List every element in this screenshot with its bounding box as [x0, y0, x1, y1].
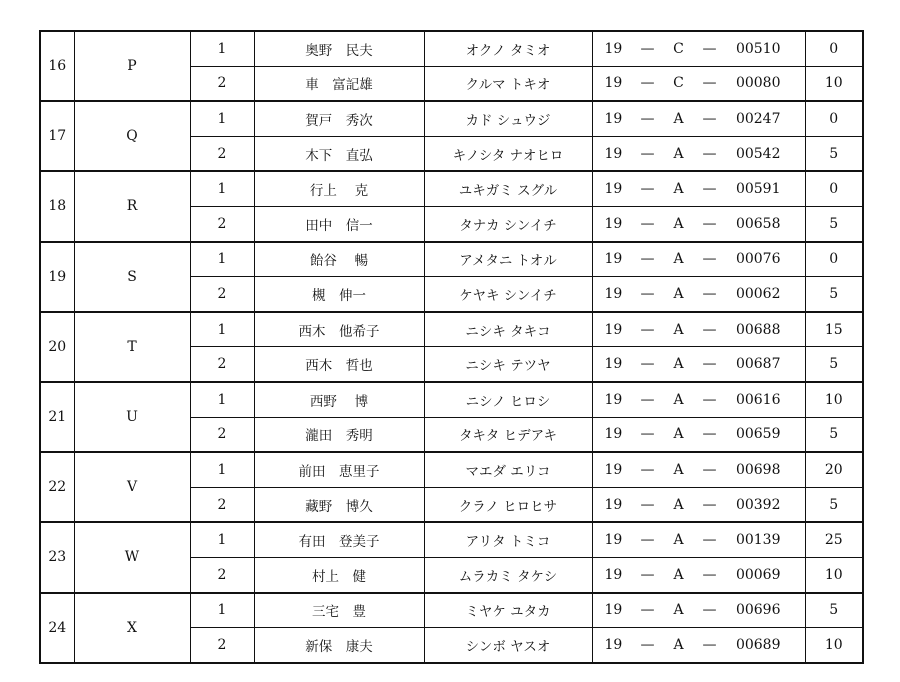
reg-class: A [673, 285, 684, 302]
member-value: 5 [805, 277, 863, 312]
member-value: 0 [805, 242, 863, 277]
reg-class: C [673, 40, 684, 57]
reg-dash: — [702, 251, 717, 268]
reg-dash: — [702, 391, 717, 408]
member-kana: タキタ ヒデアキ [424, 417, 592, 452]
registration-number [592, 136, 805, 171]
team-letter: V [74, 452, 190, 522]
reg-dash: — [702, 532, 717, 549]
reg-dash: — [702, 110, 717, 127]
reg-dash: — [640, 285, 655, 302]
member-name: 村上 健 [254, 557, 424, 592]
registration-number [592, 347, 805, 382]
member-value: 0 [805, 31, 863, 66]
registration-number [592, 557, 805, 592]
reg-year: 19 [604, 285, 623, 302]
reg-serial: 00062 [735, 285, 781, 302]
reg-class: A [673, 461, 684, 478]
reg-serial: 00696 [735, 602, 781, 619]
reg-year: 19 [604, 251, 623, 268]
reg-class: A [673, 566, 684, 583]
reg-dash: — [640, 145, 655, 162]
reg-dash: — [640, 215, 655, 232]
member-kana: ニシノ ヒロシ [424, 382, 592, 417]
member-name: 木下 直弘 [254, 136, 424, 171]
reg-dash: — [702, 426, 717, 443]
reg-dash: — [702, 181, 717, 198]
member-value: 5 [805, 487, 863, 522]
reg-dash: — [640, 532, 655, 549]
member-order: 1 [190, 242, 254, 277]
reg-year: 19 [604, 391, 623, 408]
member-name: 西木 他希子 [254, 312, 424, 347]
member-value: 0 [805, 171, 863, 206]
registration-number [592, 593, 805, 628]
reg-dash: — [640, 566, 655, 583]
member-order: 2 [190, 206, 254, 241]
registration-number [592, 452, 805, 487]
reg-dash: — [702, 461, 717, 478]
member-name: 有田 登美子 [254, 522, 424, 557]
member-order: 1 [190, 452, 254, 487]
member-value: 5 [805, 206, 863, 241]
reg-dash: — [702, 145, 717, 162]
member-name: 藏野 博久 [254, 487, 424, 522]
group-number: 20 [40, 312, 74, 382]
reg-class: A [673, 145, 684, 162]
reg-year: 19 [604, 110, 623, 127]
reg-dash: — [702, 40, 717, 57]
member-order: 2 [190, 487, 254, 522]
reg-year: 19 [604, 145, 623, 162]
reg-year: 19 [604, 356, 623, 373]
group-number: 22 [40, 452, 74, 522]
reg-serial: 00591 [735, 181, 781, 198]
reg-class: A [673, 426, 684, 443]
member-value: 5 [805, 136, 863, 171]
reg-dash: — [702, 321, 717, 338]
table-row [40, 242, 863, 277]
roster-body [40, 31, 863, 663]
group-number: 21 [40, 382, 74, 452]
table-row [40, 452, 863, 487]
registration-number [592, 277, 805, 312]
member-value: 10 [805, 66, 863, 101]
reg-year: 19 [604, 321, 623, 338]
team-letter: R [74, 171, 190, 241]
registration-number [592, 242, 805, 277]
reg-dash: — [640, 391, 655, 408]
registration-number [592, 206, 805, 241]
reg-dash: — [640, 496, 655, 513]
reg-year: 19 [604, 602, 623, 619]
registration-number [592, 66, 805, 101]
member-value: 0 [805, 101, 863, 136]
registration-number [592, 31, 805, 66]
reg-year: 19 [604, 532, 623, 549]
member-order: 2 [190, 277, 254, 312]
reg-class: A [673, 181, 684, 198]
member-name: 賀戸 秀次 [254, 101, 424, 136]
member-name: 瀧田 秀明 [254, 417, 424, 452]
member-name: 飴谷 暢 [254, 242, 424, 277]
member-kana: キノシタ ナオヒロ [424, 136, 592, 171]
registration-number [592, 312, 805, 347]
reg-serial: 00698 [735, 461, 781, 478]
team-letter: T [74, 312, 190, 382]
reg-year: 19 [604, 426, 623, 443]
table-row [40, 522, 863, 557]
reg-class: A [673, 321, 684, 338]
reg-year: 19 [604, 40, 623, 57]
member-value: 10 [805, 628, 863, 663]
reg-year: 19 [604, 636, 623, 653]
group-number: 17 [40, 101, 74, 171]
member-kana: ニシキ テツヤ [424, 347, 592, 382]
member-kana: ユキガミ スグル [424, 171, 592, 206]
team-letter: S [74, 242, 190, 312]
team-letter: Q [74, 101, 190, 171]
reg-serial: 00392 [735, 496, 781, 513]
member-kana: カド シュウジ [424, 101, 592, 136]
member-order: 2 [190, 136, 254, 171]
reg-class: A [673, 496, 684, 513]
reg-dash: — [640, 461, 655, 478]
member-name: 行上 克 [254, 171, 424, 206]
member-kana: クルマ トキオ [424, 66, 592, 101]
member-name: 車 富記雄 [254, 66, 424, 101]
reg-dash: — [640, 426, 655, 443]
member-order: 1 [190, 171, 254, 206]
reg-year: 19 [604, 461, 623, 478]
registration-number [592, 628, 805, 663]
team-letter: P [74, 31, 190, 101]
member-order: 1 [190, 382, 254, 417]
member-kana: ミヤケ ユタカ [424, 593, 592, 628]
reg-serial: 00687 [735, 356, 781, 373]
registration-number [592, 487, 805, 522]
table-row [40, 31, 863, 66]
reg-serial: 00076 [735, 251, 781, 268]
reg-year: 19 [604, 215, 623, 232]
reg-class: A [673, 602, 684, 619]
roster-table [39, 30, 864, 664]
reg-dash: — [702, 496, 717, 513]
member-kana: オクノ タミオ [424, 31, 592, 66]
reg-dash: — [640, 602, 655, 619]
table-row [40, 382, 863, 417]
member-value: 5 [805, 347, 863, 382]
table-row [40, 593, 863, 628]
team-letter: X [74, 593, 190, 663]
member-kana: タナカ シンイチ [424, 206, 592, 241]
member-order: 1 [190, 312, 254, 347]
member-order: 1 [190, 101, 254, 136]
reg-dash: — [702, 285, 717, 302]
member-name: 西野 博 [254, 382, 424, 417]
member-name: 田中 信一 [254, 206, 424, 241]
reg-dash: — [640, 40, 655, 57]
reg-serial: 00069 [735, 566, 781, 583]
registration-number [592, 382, 805, 417]
member-order: 2 [190, 347, 254, 382]
member-name: 奥野 民夫 [254, 31, 424, 66]
member-order: 1 [190, 31, 254, 66]
reg-dash: — [640, 636, 655, 653]
reg-class: A [673, 251, 684, 268]
registration-number [592, 522, 805, 557]
member-value: 10 [805, 557, 863, 592]
reg-dash: — [640, 75, 655, 92]
reg-class: A [673, 391, 684, 408]
reg-dash: — [702, 75, 717, 92]
member-order: 2 [190, 557, 254, 592]
reg-dash: — [702, 215, 717, 232]
group-number: 18 [40, 171, 74, 241]
member-name: 槻 伸一 [254, 277, 424, 312]
reg-dash: — [702, 636, 717, 653]
registration-number [592, 171, 805, 206]
registration-number [592, 101, 805, 136]
reg-year: 19 [604, 75, 623, 92]
member-order: 2 [190, 66, 254, 101]
table-row [40, 312, 863, 347]
reg-year: 19 [604, 181, 623, 198]
member-value: 5 [805, 417, 863, 452]
member-kana: マエダ エリコ [424, 452, 592, 487]
reg-class: A [673, 636, 684, 653]
reg-class: A [673, 215, 684, 232]
member-value: 5 [805, 593, 863, 628]
reg-serial: 00658 [735, 215, 781, 232]
registration-number [592, 417, 805, 452]
group-number: 23 [40, 522, 74, 592]
member-kana: ニシキ タキコ [424, 312, 592, 347]
reg-dash: — [702, 602, 717, 619]
reg-dash: — [702, 566, 717, 583]
member-kana: ムラカミ タケシ [424, 557, 592, 592]
member-name: 新保 康夫 [254, 628, 424, 663]
reg-dash: — [702, 356, 717, 373]
reg-serial: 00542 [735, 145, 781, 162]
reg-class: A [673, 532, 684, 549]
member-kana: ケヤキ シンイチ [424, 277, 592, 312]
table-row [40, 171, 863, 206]
member-value: 15 [805, 312, 863, 347]
member-order: 1 [190, 593, 254, 628]
member-name: 三宅 豊 [254, 593, 424, 628]
reg-serial: 00688 [735, 321, 781, 338]
team-letter: W [74, 522, 190, 592]
member-kana: アメタニ トオル [424, 242, 592, 277]
reg-year: 19 [604, 496, 623, 513]
reg-serial: 00247 [735, 110, 781, 127]
reg-dash: — [640, 251, 655, 268]
member-value: 25 [805, 522, 863, 557]
reg-serial: 00139 [735, 532, 781, 549]
member-order: 2 [190, 628, 254, 663]
group-number: 16 [40, 31, 74, 101]
reg-serial: 00659 [735, 426, 781, 443]
reg-class: A [673, 356, 684, 373]
reg-serial: 00510 [735, 40, 781, 57]
member-value: 10 [805, 382, 863, 417]
member-name: 西木 哲也 [254, 347, 424, 382]
reg-dash: — [640, 321, 655, 338]
team-letter: U [74, 382, 190, 452]
group-number: 24 [40, 593, 74, 663]
reg-serial: 00616 [735, 391, 781, 408]
reg-dash: — [640, 356, 655, 373]
reg-serial: 00080 [735, 75, 781, 92]
reg-dash: — [640, 181, 655, 198]
reg-dash: — [640, 110, 655, 127]
member-order: 1 [190, 522, 254, 557]
member-value: 20 [805, 452, 863, 487]
member-name: 前田 恵里子 [254, 452, 424, 487]
group-number: 19 [40, 242, 74, 312]
member-kana: クラノ ヒロヒサ [424, 487, 592, 522]
member-kana: シンボ ヤスオ [424, 628, 592, 663]
reg-class: A [673, 110, 684, 127]
member-order: 2 [190, 417, 254, 452]
reg-class: C [673, 75, 684, 92]
member-kana: アリタ トミコ [424, 522, 592, 557]
reg-serial: 00689 [735, 636, 781, 653]
reg-year: 19 [604, 566, 623, 583]
table-row [40, 101, 863, 136]
